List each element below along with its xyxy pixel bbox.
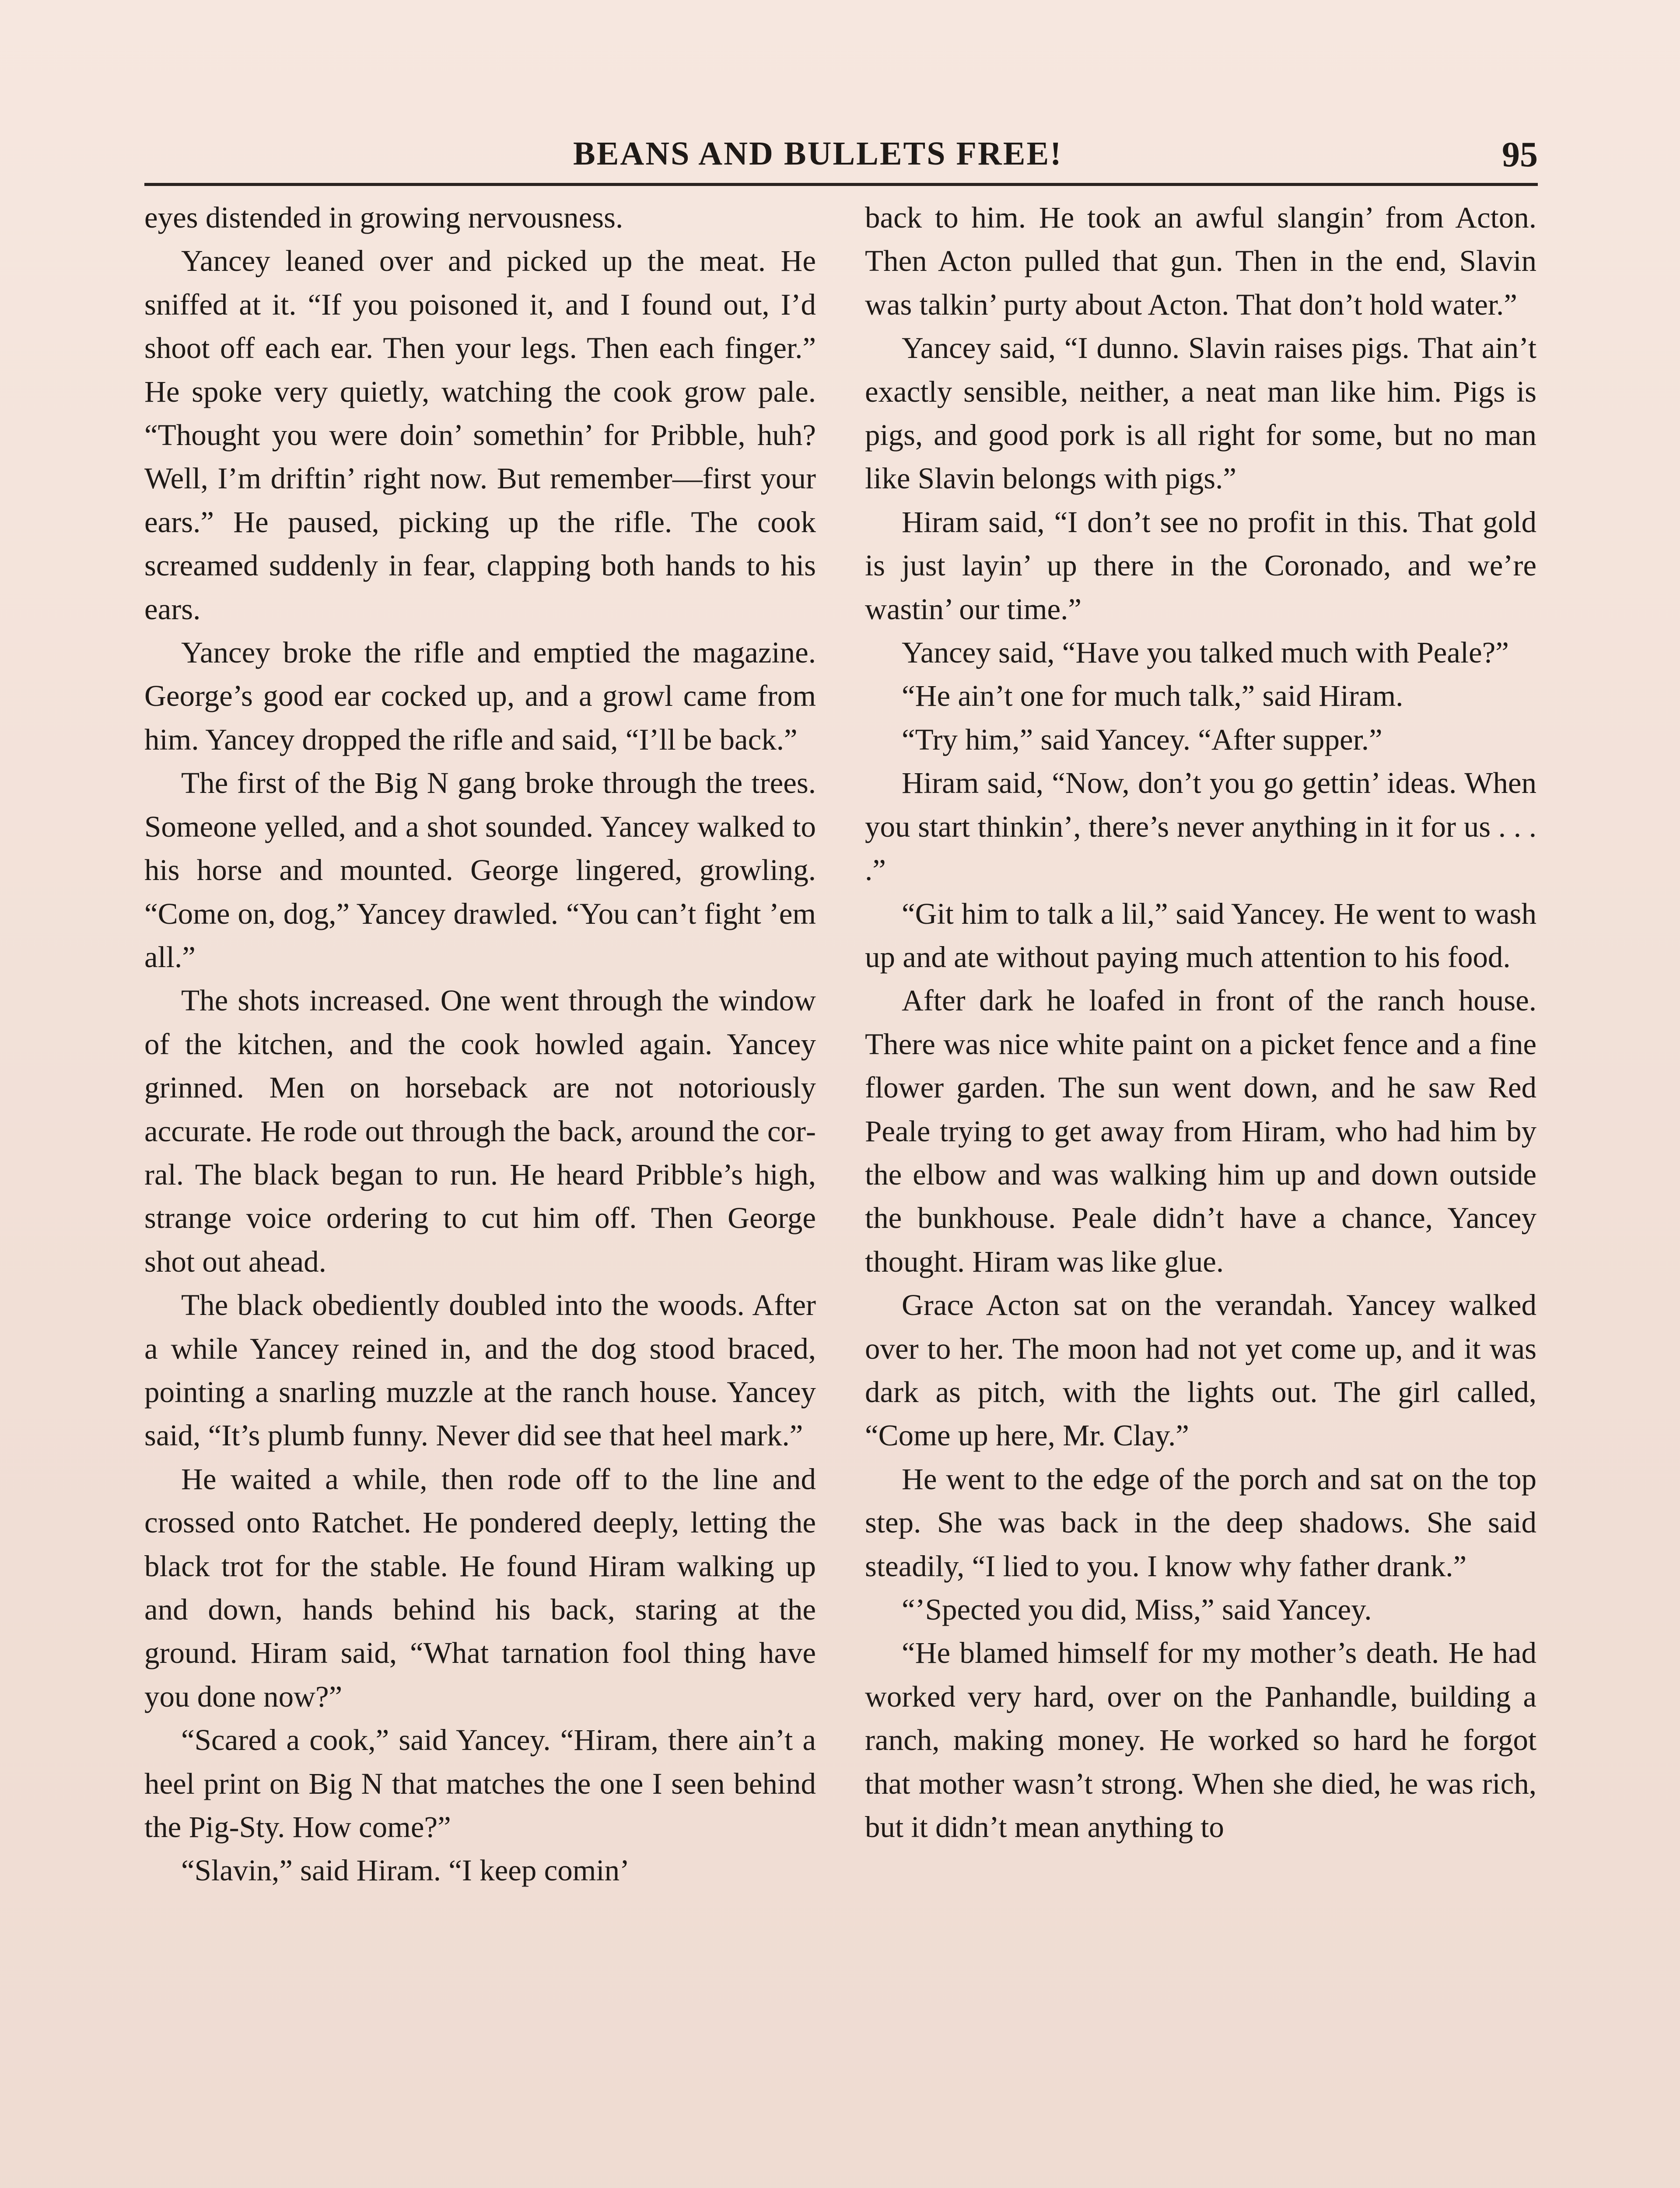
paragraph: “Slavin,” said Hiram. “I keep comin’ [181, 1854, 630, 1887]
paragraph: “He ain’t one for much talk,” said Hiram. [902, 679, 1404, 713]
paragraph: He waited a while, then rode off to the line and crossed onto Ratchet. He pondered deeply, letting the black trot for the stable. He found Hiram walking up and down, hands behind his back, staring at the ground. Hiram said, “What tarnation fool thing have you done now?” [144, 1462, 816, 1713]
paragraph: back to him. He took an awful slangin’ from Acton. Then Acton pulled that gun. Then in the end, Slavin was talkin’ purty about Acton. That don’t hold water.” [865, 201, 1536, 321]
paragraph: “Scared a cook,” said Yancey. “Hiram, there ain’t a heel print on Big N that matches the one I seen behind the Pig-Sty. How come?” [144, 1723, 816, 1844]
paragraph: Yancey broke the rifle and emptied the magazine. George’s good ear cocked up, and a growl came from him. Yancey dropped the rifle and said, “I’ll be back.” [144, 636, 816, 756]
paragraph: The shots increased. One went through the window of the kitchen, and the cook howled again. Yancey grinned. Men on horseback are not notoriously accurate. He rode out through the back, around the corral. The black began to run. He heard Pribble’s high, strange voice ordering to cut him off. Then George shot out ahead. [144, 984, 816, 1278]
paragraph: Grace Acton sat on the verandah. Yancey walked over to her. The moon had not yet come up, and it was dark as pitch, with the lights out. The girl called, “Come up here, Mr. Clay.” [865, 1288, 1536, 1452]
paragraph: Yancey said, “Have you talked much with Peale?” [902, 636, 1509, 670]
paragraph: “Git him to talk a lil,” said Yancey. He went to wash up and ate without paying much attention to his food. [865, 897, 1536, 974]
page-header [144, 131, 1538, 179]
paragraph: Hiram said, “I don’t see no profit in this. That gold is just layin’ up there in the Coronado, and we’re wastin’ our time.” [865, 505, 1536, 626]
paragraph: Yancey leaned over and picked up the meat. He sniffed at it. “If you poisoned it, and I found out, I’d shoot off each ear. Then your legs. Then each finger.” He spoke very quietly, watching the cook grow pale. “Thought you were doin’ somethin’ for Pribble, huh? Well, I’m driftin’ right now. But remember—first your ears.” He paused, picking up the rifle. The cook screamed suddenly in fear, clapping both hands to his ears. [144, 244, 816, 626]
paragraph: After dark he loafed in front of the ranch house. There was nice white paint on a picket fence and a fine flower garden. The sun went down, and he saw Red Peale trying to get away from Hiram, who had him by the elbow and was walking him up and down outside the bunkhouse. Peale didn’t have a chance, Yancey thought. Hiram was like glue. [865, 984, 1536, 1278]
paragraph: Yancey said, “I dunno. Slavin raises pigs. That ain’t exactly sensible, neither, a neat man like him. Pigs is pigs, and good pork is all right for some, but no man like Slavin belongs with pigs.” [865, 331, 1536, 495]
paragraph: The black obediently doubled into the woods. After a while Yancey reined in, and the dog stood braced, pointing a snarling muzzle at the ranch house. Yancey said, “It’s plumb funny. Never did see that heel mark.” [144, 1288, 816, 1452]
paragraph: He went to the edge of the porch and sat on the top step. She was back in the deep shadows. She said steadily, “I lied to you. I know why father drank.” [865, 1462, 1536, 1583]
paragraph: “’Spected you did, Miss,” said Yancey. [902, 1593, 1372, 1626]
paragraph: eyes distended in growing nervousness. [144, 201, 623, 234]
right-column [865, 196, 1536, 1849]
header-rule [144, 183, 1538, 186]
running-title: BEANS AND BULLETS FREE! [573, 135, 1063, 172]
left-column [144, 196, 816, 1893]
paragraph: “He blamed himself for my mother’s death. He had worked very hard, over on the Panhandle, building a ranch, making money. He worked so hard he forgot that mother wasn’t strong. When she died, he was rich, but it didn’t mean anything to [865, 1636, 1536, 1844]
page-number: 95 [1502, 134, 1538, 174]
paragraph: Hiram said, “Now, don’t you go gettin’ ideas. When you start thinkin’, there’s never anything in it for us . . . .” [865, 766, 1536, 887]
paragraph: “Try him,” said Yancey. “After supper.” [902, 722, 1382, 756]
paragraph: The first of the Big N gang broke through the trees. Someone yelled, and a shot sounded. Yancey walked to his horse and mounted. George lingered, growling. “Come on, dog,” Yancey drawled. “You can’t fight ’em all.” [144, 766, 816, 974]
